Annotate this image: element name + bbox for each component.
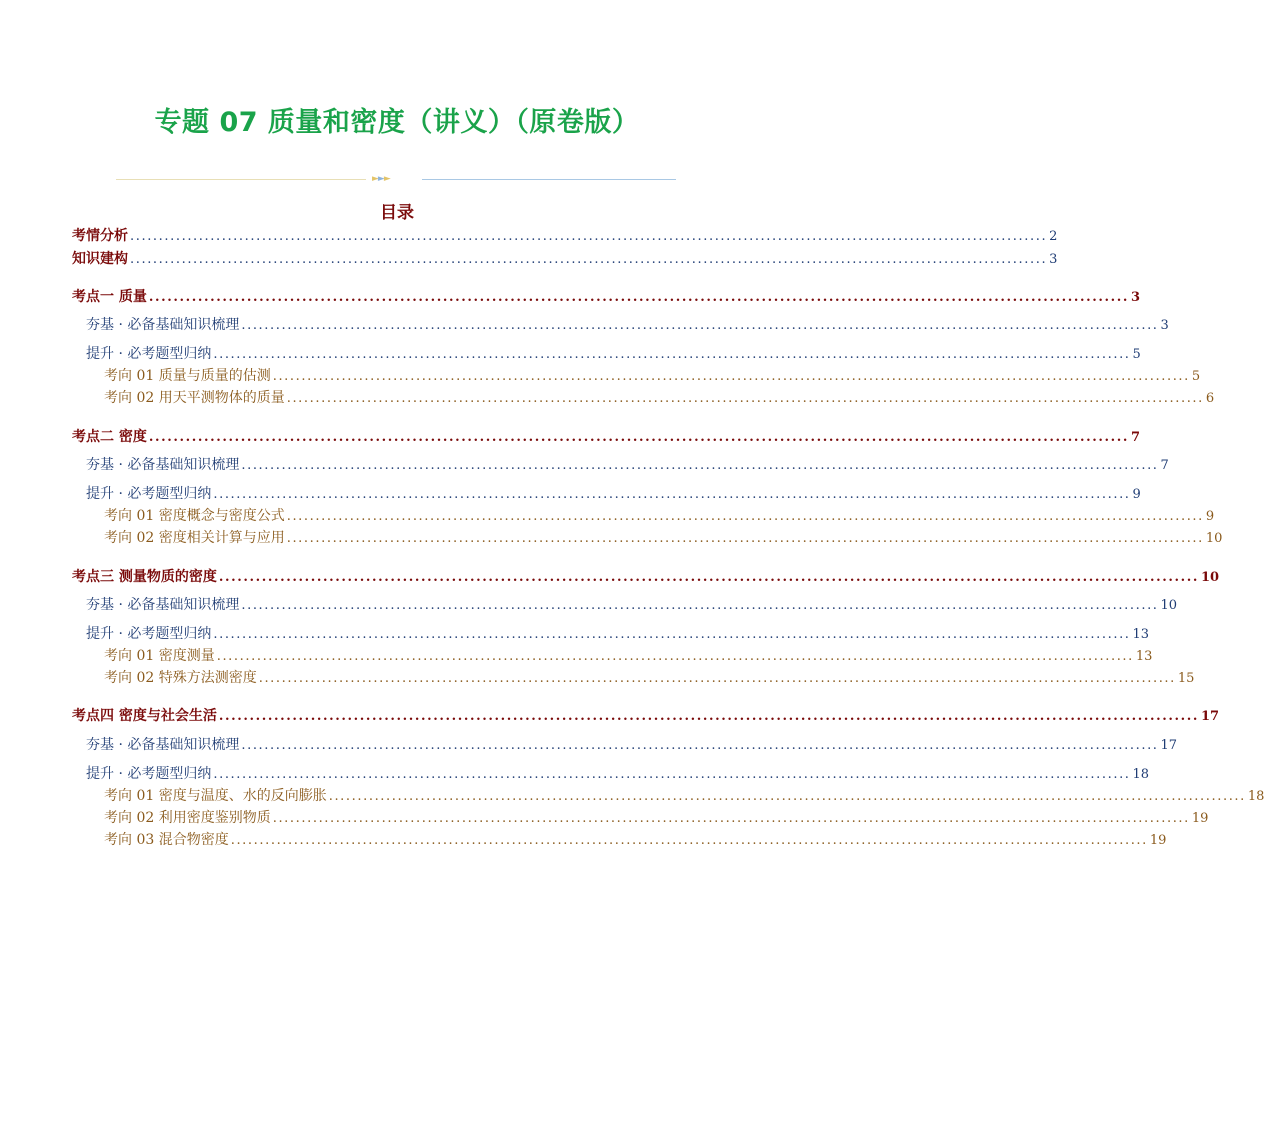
toc-leader-dots: ................................................................................................................................................................ [272, 369, 1190, 384]
toc-leader-dots: ................................................................................................................................................................ [130, 229, 1048, 244]
toc-leader-dots: ................................................................................................................................................................ [241, 318, 1159, 333]
toc-entry-label: 考向 01 质量与质量的估测 [104, 368, 271, 384]
toc-entry[interactable] [86, 736, 1178, 755]
toc-entry[interactable] [86, 596, 1178, 615]
toc-entry-page: 5 [1191, 369, 1201, 384]
toc-entry-page: 13 [1135, 649, 1153, 664]
toc-entry[interactable] [104, 367, 1201, 386]
toc-entry[interactable] [86, 485, 1141, 504]
toc-entry-page: 10 [1205, 531, 1223, 546]
toc-entry-label: 考向 02 用天平测物体的质量 [104, 390, 285, 406]
toc-entry-label: 考点二 密度 [72, 429, 147, 445]
toc-entry[interactable] [72, 227, 1058, 246]
toc-entry-page: 3 [1049, 252, 1058, 267]
toc-entry-label: 考向 01 密度概念与密度公式 [104, 508, 285, 524]
toc-entry[interactable] [104, 669, 1195, 688]
toc-entry[interactable] [104, 507, 1215, 526]
toc-leader-dots: ................................................................................................................................................................ [286, 391, 1204, 406]
toc-entry-page: 5 [1132, 347, 1141, 362]
toc-entry-page: 17 [1160, 738, 1178, 753]
toc-entry-label: 夯基 · 必备基础知识梳理 [86, 317, 240, 333]
toc-entry-page: 19 [1191, 811, 1209, 826]
toc-leader-dots: ................................................................................................................................................................ [272, 811, 1190, 826]
toc-entry-label: 考向 01 密度测量 [104, 648, 215, 664]
toc-entry[interactable] [86, 625, 1150, 644]
toc-entry-page: 13 [1132, 627, 1150, 642]
toc-entry-label: 考情分析 [72, 228, 128, 244]
toc-entry[interactable] [104, 809, 1209, 828]
title-divider [116, 174, 676, 184]
toc-entry-label: 考向 02 特殊方法测密度 [104, 670, 257, 686]
toc-entry-label: 夯基 · 必备基础知识梳理 [86, 597, 240, 613]
toc-entry-label: 考点一 质量 [72, 289, 147, 305]
toc-leader-dots: ................................................................................................................................................................ [241, 598, 1159, 613]
toc-entry[interactable] [104, 529, 1223, 548]
toc-entry[interactable] [86, 316, 1169, 335]
toc-leader-dots: ................................................................................................................................................................ [148, 430, 1130, 445]
toc-leader-dots: ................................................................................................................................................................ [213, 767, 1131, 782]
toc-entry-page: 9 [1205, 509, 1215, 524]
toc-leader-dots: ................................................................................................................................................................ [230, 833, 1148, 848]
toc-entry-page: 15 [1177, 671, 1195, 686]
toc-entry[interactable] [104, 647, 1153, 666]
toc-leader-dots: ................................................................................................................................................................ [213, 487, 1131, 502]
document-title: 专题 07 质量和密度（讲义）（原卷版） [154, 107, 640, 138]
toc-leader-dots: ................................................................................................................................................................ [241, 738, 1159, 753]
toc-entry-page: 7 [1131, 430, 1141, 445]
toc-leader-dots: ................................................................................................................................................................ [148, 290, 1130, 305]
toc-leader-dots: ................................................................................................................................................................ [216, 649, 1134, 664]
toc-leader-dots: ................................................................................................................................................................ [286, 509, 1204, 524]
toc-entry-label: 考向 02 利用密度鉴别物质 [104, 810, 271, 826]
toc-entry-label: 提升 · 必考题型归纳 [86, 486, 212, 502]
toc-entry-section[interactable] [72, 568, 1220, 587]
toc-entry-page: 6 [1205, 391, 1215, 406]
toc-entry-label: 提升 · 必考题型归纳 [86, 346, 212, 362]
toc-entry[interactable] [86, 345, 1141, 364]
toc-entry[interactable] [104, 831, 1167, 850]
toc-leader-dots: ................................................................................................................................................................ [328, 789, 1246, 804]
toc-entry-label: 考向 01 密度与温度、水的反向膨胀 [104, 788, 327, 804]
toc-entry-label: 知识建构 [72, 251, 128, 267]
toc-entry[interactable] [104, 787, 1264, 806]
toc-entry-page: 2 [1049, 229, 1058, 244]
toc-entry[interactable] [72, 250, 1058, 269]
toc-entry-label: 考点三 测量物质的密度 [72, 569, 217, 585]
toc-entry-label: 考点四 密度与社会生活 [72, 708, 217, 724]
toc-entry-label: 夯基 · 必备基础知识梳理 [86, 737, 240, 753]
toc-entry-label: 夯基 · 必备基础知识梳理 [86, 457, 240, 473]
toc-entry-page: 3 [1160, 318, 1169, 333]
toc-entry-page: 10 [1201, 570, 1220, 585]
toc-entry-page: 9 [1132, 487, 1141, 502]
toc-heading: 目录 [380, 203, 414, 223]
toc-entry-page: 18 [1247, 789, 1264, 804]
toc-leader-dots: ................................................................................................................................................................ [218, 570, 1200, 585]
divider-line-left [116, 179, 366, 180]
toc-leader-dots: ................................................................................................................................................................ [130, 252, 1048, 267]
toc-entry-label: 提升 · 必考题型归纳 [86, 626, 212, 642]
toc-leader-dots: ................................................................................................................................................................ [286, 531, 1204, 546]
toc-entry-label: 考向 03 混合物密度 [104, 832, 229, 848]
toc-entry-label: 考向 02 密度相关计算与应用 [104, 530, 285, 546]
toc-leader-dots: ................................................................................................................................................................ [218, 709, 1200, 724]
toc-leader-dots: ................................................................................................................................................................ [241, 458, 1159, 473]
toc-entry-page: 19 [1149, 833, 1167, 848]
toc-leader-dots: ................................................................................................................................................................ [213, 627, 1131, 642]
toc-entry-label: 提升 · 必考题型归纳 [86, 766, 212, 782]
toc-entry[interactable] [104, 389, 1215, 408]
divider-line-right [422, 179, 676, 180]
toc-entry-page: 18 [1132, 767, 1150, 782]
divider-arrows-icon: ►►► [372, 174, 390, 184]
toc-entry-page: 10 [1160, 598, 1178, 613]
toc-leader-dots: ................................................................................................................................................................ [258, 671, 1176, 686]
toc-entry-section[interactable] [72, 288, 1141, 307]
toc-entry[interactable] [86, 456, 1169, 475]
toc-entry-page: 17 [1201, 709, 1220, 724]
toc-entry-section[interactable] [72, 428, 1141, 447]
toc-leader-dots: ................................................................................................................................................................ [213, 347, 1131, 362]
toc-entry-page: 3 [1131, 290, 1141, 305]
toc-entry[interactable] [86, 765, 1150, 784]
toc-entry-section[interactable] [72, 707, 1220, 726]
toc-entry-page: 7 [1160, 458, 1169, 473]
